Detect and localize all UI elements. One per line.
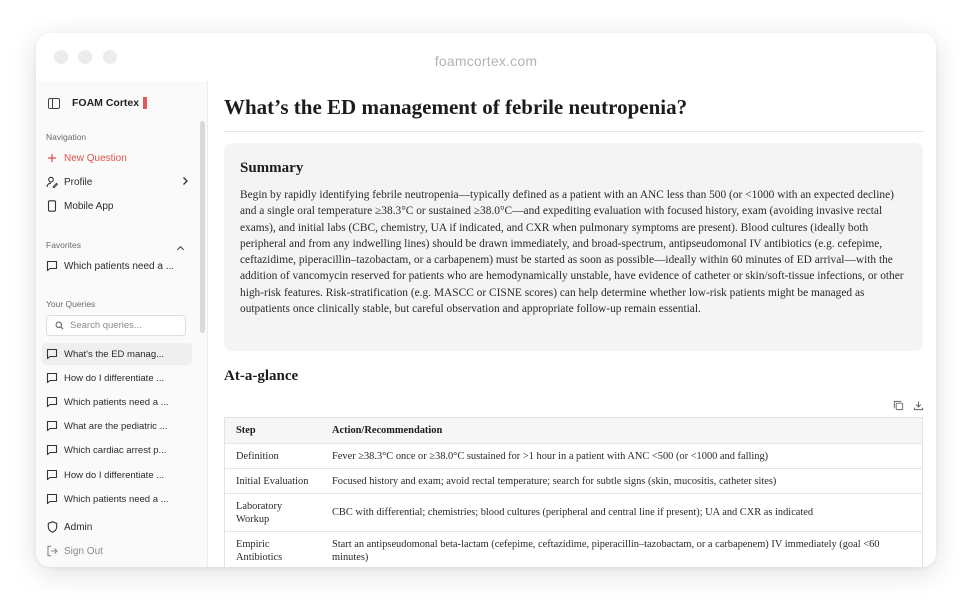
table-row [225,494,922,532]
at-a-glance-table [224,417,923,567]
profile-menu-item[interactable] [46,172,192,192]
sidebar [36,81,208,567]
at-a-glance-heading: At-a-glance [224,368,299,384]
brand[interactable] [48,95,147,111]
chat-bubble-icon [46,420,58,432]
new-question-button[interactable] [46,148,192,168]
query-item[interactable] [42,367,192,389]
table-row [225,469,922,494]
query-item[interactable] [42,464,192,486]
table-header-row [225,418,922,444]
download-icon[interactable] [912,399,924,411]
chat-bubble-icon [46,348,58,360]
query-item-label: What are the pediatric ... [64,420,168,432]
query-item[interactable] [42,439,192,461]
table-cell-step: Empiric Antibiotics [236,538,283,563]
query-item[interactable] [42,488,192,510]
query-item-label: Which patients need a ... [64,493,169,505]
summary-text: Begin by rapidly identifying febrile neutropenia—typically defined as a patient with an ANC less than 500 (or <1000 with an expected decline) and a single oral temperature ≥38.3°C or sustained ≥38.0°C—and expediting evaluation with focused history, exam (avoiding invasive rectal exams), and initial labs (CBC, chemistry, UA if indicated, and CXR when pulmonary symptoms are present). Blood cultures (ideally both peripheral and from any indwelling lines) should be drawn immediately, and broad-spectrum, antipseudomonal IV antibiotics (e.g. cefepime, ceftazidime, piperacillin–tazobactam, or a carbapenem) must be started as soon as possible—ideally within 60 minutes of ED arrival—with the addition of vancomycin reserved for patients who are hemodynamically unstable, have evidence of catheter or skin/soft-tissue infections, or other high-risk features. Risk-stratification (e.g. MASCC or CISNE scores) can help determine whether low-risk patients might be managed as outpatients once clinically stable, but careful observation and appropriate follow-up remain essential. [240,189,904,316]
mobile-app-label: Mobile App [64,200,114,212]
query-item[interactable] [42,391,192,413]
profile-label: Profile [64,176,93,188]
title-bar [36,33,936,81]
query-item-label: How do I differentiate ... [64,469,165,481]
favorites-label: Favorites [46,240,81,250]
sign-out-label: Sign Out [64,545,103,557]
sidebar-scrollbar[interactable] [200,121,205,333]
plus-icon [46,152,58,164]
query-item[interactable] [42,343,192,365]
query-item[interactable] [42,415,192,437]
table-cell-action: CBC with differential; chemistries; blood cultures (peripheral and central line if present); UA and CXR as indicated [332,507,814,518]
query-item-label: What's the ED manag... [64,348,165,360]
shield-icon [46,521,58,533]
favorite-item-label: Which patients need a ... [64,260,175,272]
admin-menu-item[interactable] [46,517,92,537]
table-header-step: Step [236,425,256,436]
chat-bubble-icon [46,396,58,408]
table-header-action: Action/Recommendation [332,425,443,436]
chat-bubble-icon [46,260,58,272]
admin-label: Admin [64,521,93,533]
brand-cursor-mark [143,97,147,109]
table-cell-step: Definition [236,450,279,462]
search-icon [55,317,64,335]
browser-window [36,33,936,567]
query-item-label: How do I differentiate ... [64,372,165,384]
phone-icon [46,200,58,212]
chat-bubble-icon [46,493,58,505]
table-cell-action: Focused history and exam; avoid rectal temperature; search for subtle signs (skin, mucositis, catheter sites) [332,475,777,487]
address-bar-url[interactable]: foamcortex.com [434,53,538,69]
search-queries-input[interactable] [70,320,180,331]
copy-icon[interactable] [892,399,904,411]
title-divider [224,131,924,132]
table-cell-step: Initial Evaluation [236,475,309,487]
user-icon [46,176,58,188]
table-row [225,532,922,567]
new-question-label: New Question [64,152,127,164]
your-queries-label: Your Queries [46,299,96,309]
brand-name: FOAM Cortex [72,97,140,109]
chevron-right-icon [180,176,190,189]
sidebar-toggle-icon[interactable] [48,98,60,109]
table-cell-action: Start an antipseudomonal beta-lactam (cefepime, ceftazidime, piperacillin–tazobactam, or a carbapenem) IV immediately (goal <60 minutes) [332,538,880,563]
favorite-item[interactable] [46,256,192,276]
table-row [225,444,922,469]
chat-bubble-icon [46,469,58,481]
page-title: What’s the ED management of febrile neutropenia? [224,95,688,119]
main-content [208,81,936,567]
query-item-label: Which cardiac arrest p... [64,444,167,456]
sign-out-icon [46,545,58,557]
navigation-label: Navigation [46,132,87,142]
table-cell-step: Laboratory Workup [236,500,283,525]
chat-bubble-icon [46,372,58,384]
chat-bubble-icon [46,444,58,456]
query-item-label: Which patients need a ... [64,396,169,408]
table-cell-action: Fever ≥38.3°C once or ≥38.0°C sustained for >1 hour in a patient with ANC <500 (or <1000 and falling) [332,450,769,462]
search-box[interactable] [46,315,186,336]
sign-out-button[interactable] [46,541,103,561]
table-tools [892,399,924,411]
mobile-app-menu-item[interactable] [46,196,192,216]
summary-heading: Summary [240,160,304,176]
summary-card [224,143,923,351]
